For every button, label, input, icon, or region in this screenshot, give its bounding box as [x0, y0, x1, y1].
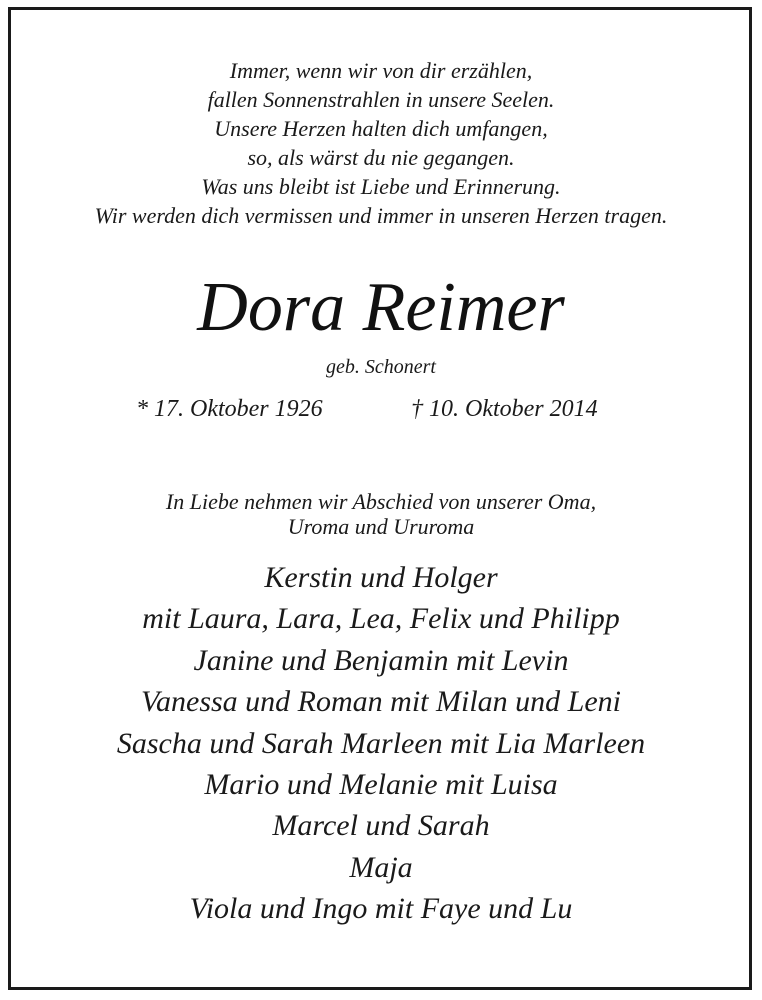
mourner-line: Janine und Benjamin mit Levin [193, 643, 569, 677]
mourners-list [0, 557, 762, 930]
mourner-line: Mario und Melanie mit Luisa [204, 768, 558, 802]
birth-date: * 17. Oktober 1926 [136, 396, 323, 422]
deceased-name: Dora Reimer [197, 269, 565, 346]
poem-line: fallen Sonnenstrahlen in unsere Seelen. [207, 87, 555, 112]
memorial-poem [0, 56, 762, 230]
life-dates [0, 393, 762, 425]
intro-line: Uroma und Ururoma [287, 514, 475, 539]
mourner-line: Kerstin und Holger [264, 561, 498, 594]
mourner-line: Marcel und Sarah [272, 809, 490, 843]
death-date: † 10. Oktober 2014 [411, 396, 598, 422]
maiden-name: geb. Schonert [326, 356, 436, 378]
mourner-line: Vanessa und Roman mit Milan und Leni [141, 685, 621, 719]
poem-line: Was uns bleibt ist Liebe und Erinnerung. [201, 174, 561, 199]
mourner-line: Viola und Ingo mit Faye und Lu [189, 892, 573, 926]
poem-line: Immer, wenn wir von dir erzählen, [229, 58, 533, 83]
farewell-intro [0, 489, 762, 539]
intro-line: In Liebe nehmen wir Abschied von unserer Oma, [165, 489, 597, 514]
mourner-line: Maja [349, 850, 413, 884]
mourner-line: mit Laura, Lara, Lea, Felix und Philipp [142, 602, 620, 636]
poem-line: so, als wärst du nie gegangen. [247, 145, 515, 170]
poem-line: Unsere Herzen halten dich umfangen, [214, 116, 548, 141]
poem-line: Wir werden dich vermissen und immer in unseren Herzen tragen. [94, 203, 668, 228]
mourner-line: Sascha und Sarah Marleen mit Lia Marleen [116, 726, 646, 760]
